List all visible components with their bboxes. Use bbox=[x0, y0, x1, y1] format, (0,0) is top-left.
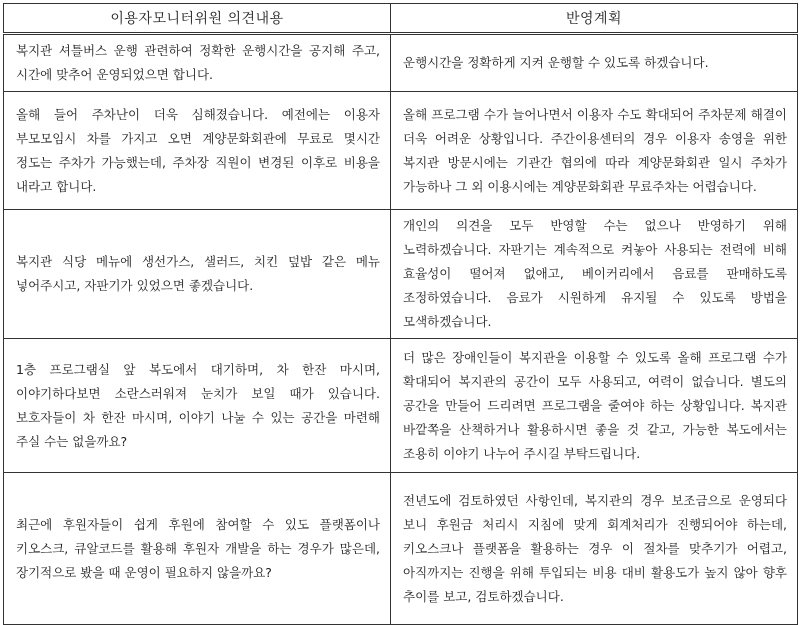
plan-text: 전년도에 검토하였던 사항인데, 복지관의 경우 보조금으로 운영되다 보니 후원금 처리시 지침에 맞게 회계처리가 진행되어야 하는데, 키오스크나 플랫폼을 활용하는 경우 이 절차를 맞추기가 어렵고, 아직까지는 진행을 위해 투입되는 비용 대비 활용도가 높지 않아 향후 추이를 보고, 검토하겠습니다. bbox=[403, 492, 787, 604]
table-row bbox=[4, 34, 798, 92]
opinion-cell bbox=[4, 34, 391, 92]
opinion-cell bbox=[4, 210, 391, 339]
header-opinion: 이용자모니터위원 의견내용 bbox=[4, 4, 391, 34]
plan-cell bbox=[391, 92, 798, 210]
opinion-cell bbox=[4, 339, 391, 473]
opinion-text: 복지관 셔틀버스 운행 관련하여 정확한 운행시간을 공지해 주고, 시간에 맞추어 운영되었으면 합니다. bbox=[16, 43, 380, 82]
plan-cell bbox=[391, 473, 798, 625]
plan-cell bbox=[391, 34, 798, 92]
plan-cell bbox=[391, 210, 798, 339]
table-row bbox=[4, 210, 798, 339]
table-header-row bbox=[4, 4, 798, 34]
table-row bbox=[4, 339, 798, 473]
plan-text: 더 많은 장애인들이 복지관을 이용할 수 있도록 올해 프로그램 수가 확대되어 복지관의 공간이 모두 사용되고, 여력이 없습니다. 별도의 공간을 만들어 드리려면 프로그램을 줄여야 하는 상황입니다. 복지관 바깥쪽을 산책하거나 활용하시면 좋을 것 같고, 가능한 복도에서는 조용히 이야기 나누어 주시길 부탁드립니다. bbox=[403, 349, 787, 461]
opinion-text: 1층 프로그램실 앞 복도에서 대기하며, 차 한잔 마시며, 이야기하다보면 소란스러워져 눈치가 보일 때가 있습니다. 보호자들이 차 한잔 마시며, 이야기 나눌 수 있는 공간을 마련해 주실 수는 없을까요? bbox=[16, 361, 380, 449]
opinion-cell bbox=[4, 473, 391, 625]
opinion-response-table bbox=[3, 3, 798, 625]
plan-text: 운행시간을 정확하게 지켜 운행할 수 있도록 하겠습니다. bbox=[403, 55, 709, 70]
opinion-text: 올해 들어 주차난이 더욱 심해졌습니다. 예전에는 이용자 부모모임시 차를 가지고 오면 계양문화회관에 무료로 몇시간 정도는 주차가 가능했는데, 주차장 직원이 변경된 이후로 비용을 내라고 합니다. bbox=[16, 106, 380, 194]
plan-text: 올해 프로그램 수가 늘어나면서 이용자 수도 확대되어 주차문제 해결이 더욱 어려운 상황입니다. 주간이용센터의 경우 이용자 송영을 위한 복지관 방문시에는 기관간 협의에 따라 계양문화회관 일시 주차가 가능하나 그 외 이용시에는 계양문화회관 무료주차는 어렵습니다. bbox=[403, 106, 787, 194]
opinion-text: 최근에 후원자들이 쉽게 후원에 참여할 수 있도 플랫폼이나 키오스크, 큐알코드를 활용해 후원자 개발을 하는 경우가 많은데, 장기적으로 봤을 때 운영이 필요하지 않을까요? bbox=[16, 516, 380, 580]
opinion-text: 복지관 식당 메뉴에 생선가스, 샐러드, 치킨 덮밥 같은 메뉴 넣어주시고, 자판기가 있었으면 좋겠습니다. bbox=[16, 254, 380, 293]
header-plan: 반영계획 bbox=[391, 4, 798, 34]
table-row bbox=[4, 92, 798, 210]
table-row bbox=[4, 473, 798, 625]
opinion-cell bbox=[4, 92, 391, 210]
plan-cell bbox=[391, 339, 798, 473]
plan-text: 개인의 의견을 모두 반영할 수는 없으나 반영하기 위해 노력하겠습니다. 자판기는 계속적으로 켜놓아 사용되는 전력에 비해 효율성이 떨어져 없애고, 베이커리에서 음료를 판매하도록 조정하였습니다. 음료가 시원하게 유지될 수 있도록 방법을 모색하겠습니다. bbox=[403, 218, 787, 329]
